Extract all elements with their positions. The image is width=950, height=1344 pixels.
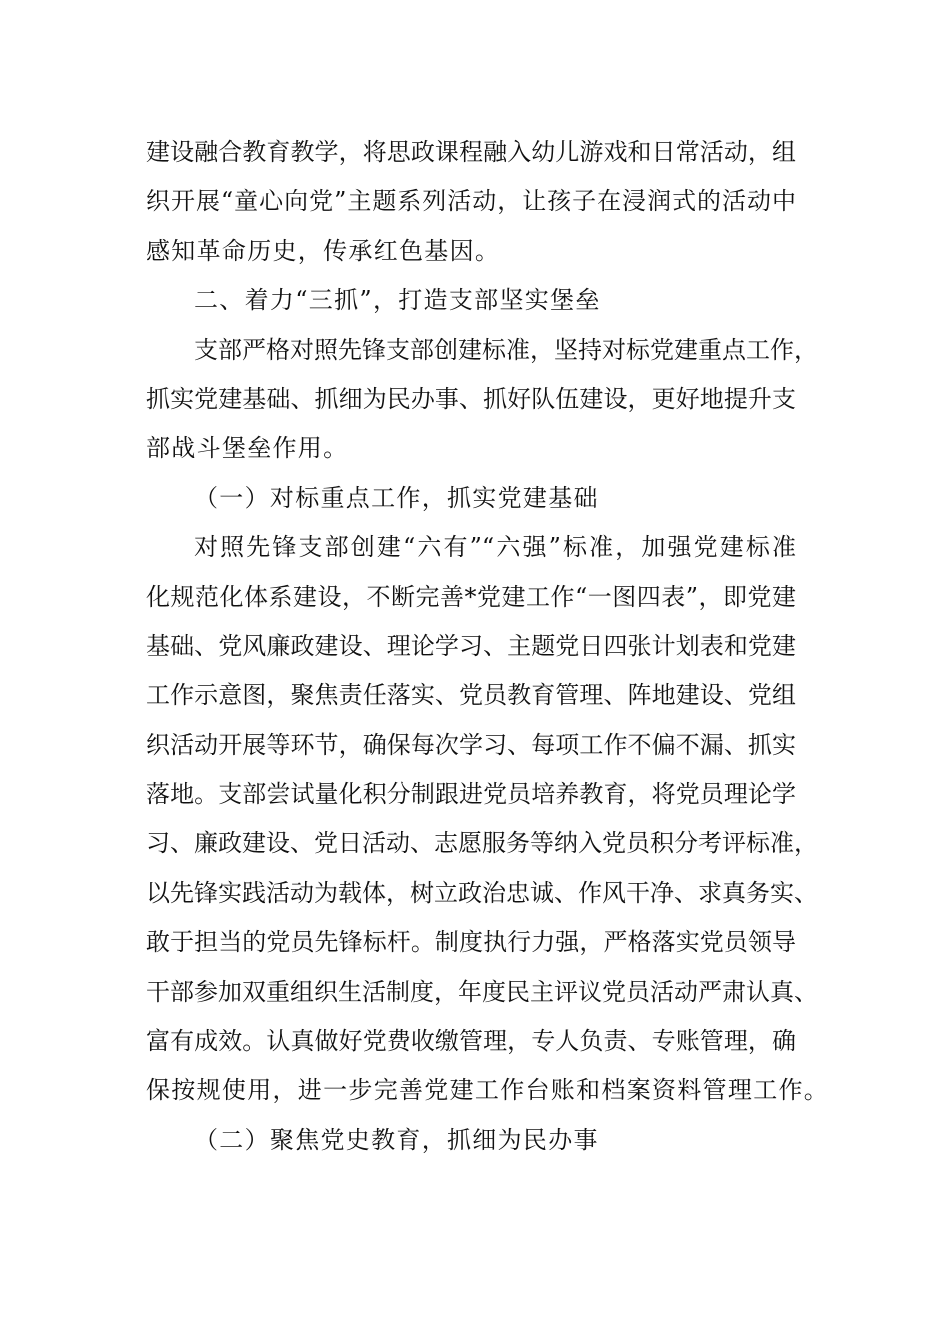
paragraph-line: 织开展“童心向党”主题系列活动，让孩子在浸润式的活动中 — [146, 187, 796, 216]
paragraph-line: 敢于担当的党员先锋标杆。制度执行力强，严格落实党员领导 — [146, 928, 796, 957]
section-heading: 二、着力“三抓”，打造支部坚实堡垒 — [194, 286, 601, 315]
paragraph-line: 富有成效。认真做好党费收缴管理，专人负责、专账管理，确 — [146, 1027, 796, 1056]
paragraph-line: 建设融合教育教学，将思政课程融入幼儿游戏和日常活动，组 — [146, 138, 796, 166]
subsection-heading: （二）聚焦党史教育，抓细为民办事 — [194, 1125, 599, 1154]
paragraph-line: 以先锋实践活动为载体，树立政治忠诚、作风干净、求真务实、 — [146, 878, 818, 907]
paragraph-line: 化规范化体系建设，不断完善*党建工作“一图四表”，即党建 — [146, 582, 796, 611]
paragraph-line: 工作示意图，聚焦责任落实、党员教育管理、阵地建设、党组 — [146, 681, 796, 710]
paragraph-line: 抓实党建基础、抓细为民办事、抓好队伍建设，更好地提升支 — [146, 384, 796, 413]
paragraph-line: 基础、党风廉政建设、理论学习、主题党日四张计划表和党建 — [146, 631, 796, 660]
paragraph-line: 感知革命历史，传承红色基因。 — [146, 236, 501, 265]
paragraph-line: 保按规使用，进一步完善党建工作台账和档案资料管理工作。 — [146, 1076, 830, 1105]
paragraph-line: 干部参加双重组织生活制度，年度民主评议党员活动严肃认真、 — [146, 977, 818, 1006]
paragraph-line: 部战斗堡垒作用。 — [146, 434, 349, 463]
paragraph-line: 织活动开展等环节，确保每次学习、每项工作不偏不漏、抓实 — [146, 730, 796, 759]
paragraph-line: 支部严格对照先锋支部创建标准，坚持对标党建重点工作， — [194, 335, 818, 364]
paragraph-line: 习、廉政建设、党日活动、志愿服务等纳入党员积分考评标准， — [146, 829, 818, 858]
paragraph-line: 对照先锋支部创建“六有”“六强”标准，加强党建标准 — [194, 533, 796, 562]
subsection-heading: （一）对标重点工作，抓实党建基础 — [194, 483, 599, 512]
document-body — [146, 128, 830, 1165]
paragraph-line: 落地。支部尝试量化积分制跟进党员培养教育，将党员理论学 — [146, 780, 796, 809]
